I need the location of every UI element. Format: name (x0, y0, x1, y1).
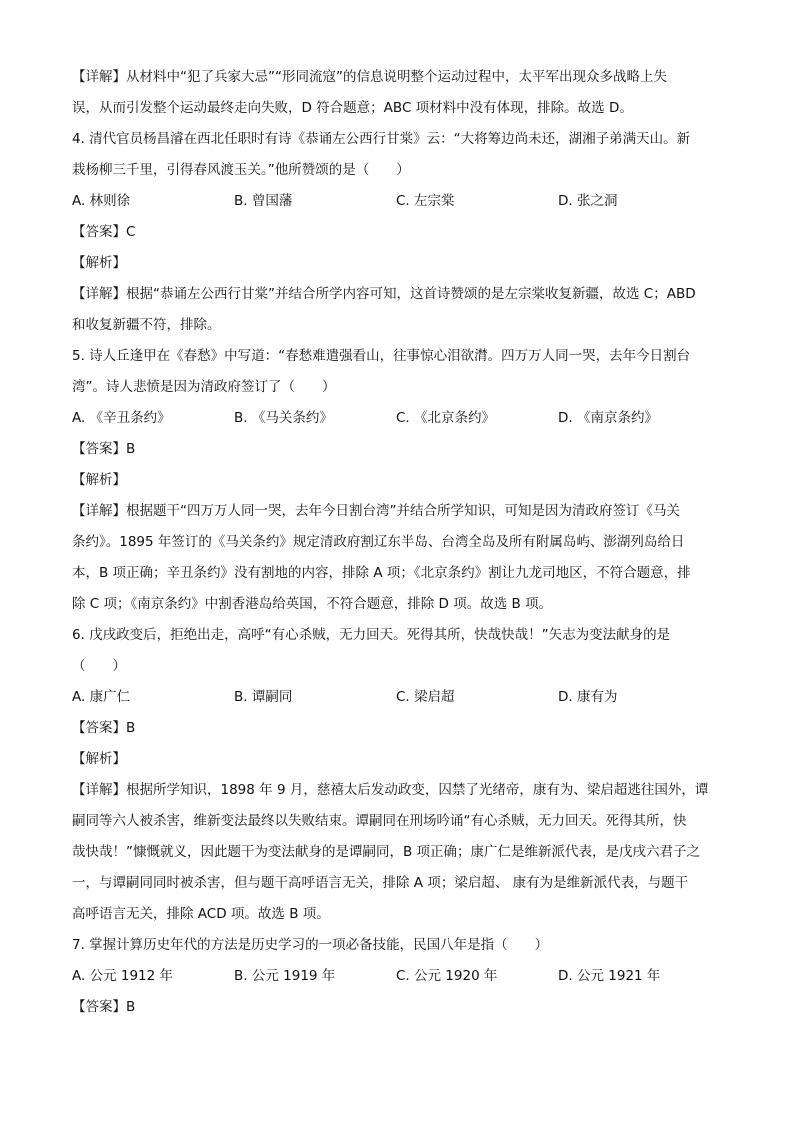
text-line: 【详解】根据所学知识，1898 年 9 月，慈禧太后发动政变，囚禁了光绪帝，康有为、梁启超逃往国外，谭 (72, 782, 709, 798)
answer-option: A. 公元 1912 年 (72, 968, 174, 984)
text-line: 哉快哉！”慷慨就义，因此题干为变法献身的是谭嗣同，B 项正确；康广仁是维新派代表，是戊戌六君子之 (72, 844, 701, 860)
text-line: 高呼语言无关，排除 ACD 项。故选 B 项。 (72, 906, 330, 922)
text-line: 栽杨柳三千里，引得春风渡玉关。”他所赞颂的是（ ） (72, 162, 410, 178)
text-line: 【答案】B (72, 720, 136, 736)
text-line: 湾”。诗人悲愤是因为清政府签订了（ ） (72, 379, 336, 395)
text-line: （ ） (72, 658, 126, 674)
answer-option: C. 公元 1920 年 (396, 968, 498, 984)
answer-options (72, 961, 724, 992)
text-line: 一，与谭嗣同同时被杀害，但与题干高呼语言无关，排除 A 项；梁启超、 康有为是维新派代表，与题干 (72, 875, 689, 891)
answer-options (72, 403, 724, 434)
answer-option: D. 《南京条约》 (558, 410, 658, 426)
answer-option: C. 左宗棠 (396, 193, 455, 209)
answer-options (72, 682, 724, 713)
text-line: 【解析】 (72, 255, 126, 271)
answer-option: C. 《北京条约》 (396, 410, 496, 426)
text-line: 【答案】B (72, 999, 136, 1015)
text-line: 4. 清代官员杨昌濬在西北任职时有诗《恭诵左公西行甘棠》云：“大将筹边尚未还，湖湘子弟满天山。新 (72, 131, 691, 147)
text-line: 条约》。1895 年签订的《马关条约》规定清政府割辽东半岛、台湾全岛及所有附属岛屿、澎湖列岛给日 (72, 534, 685, 550)
text-line: 6. 戊戌政变后，拒绝出走，高呼“有心杀贼，无力回天。死得其所，快哉快哉！”矢志为变法献身的是 (72, 627, 671, 643)
answer-option: B. 谭嗣同 (234, 689, 293, 705)
answer-option: A. 《辛丑条约》 (72, 410, 171, 426)
text-line: 【答案】C (72, 224, 136, 240)
text-line: 和收复新疆不符，排除。 (72, 317, 221, 333)
document-page (72, 62, 724, 1023)
text-line: 除 C 项；《南京条约》中割香港岛给英国，不符合题意，排除 D 项。故选 B 项。 (72, 596, 553, 612)
text-line: 【答案】B (72, 441, 136, 457)
answer-option: D. 张之洞 (558, 193, 618, 209)
answer-option: A. 康广仁 (72, 689, 131, 705)
answer-options (72, 186, 724, 217)
answer-option: D. 康有为 (558, 689, 618, 705)
text-line: 【详解】从材料中“犯了兵家大忌”“形同流寇”的信息说明整个运动过程中，太平军出现众多战略上失 (72, 69, 667, 85)
text-line: 【解析】 (72, 751, 126, 767)
answer-option: C. 梁启超 (396, 689, 455, 705)
answer-option: B. 曾国藩 (234, 193, 293, 209)
text-line: 【详解】根据题干“四万万人同一哭，去年今日割台湾”并结合所学知识，可知是因为清政府签订《马关 (72, 503, 680, 519)
text-line: 误，从而引发整个运动最终走向失败，D 符合题意；ABC 项材料中没有体现，排除。故选 D。 (72, 100, 633, 116)
text-line: 【解析】 (72, 472, 126, 488)
answer-option: A. 林则徐 (72, 193, 131, 209)
answer-option: B. 《马关条约》 (234, 410, 333, 426)
text-line: 嗣同等六人被杀害，维新变法最终以失败结束。谭嗣同在刑场吟诵“有心杀贼，无力回天。死得其所，快 (72, 813, 687, 829)
text-line: 【详解】根据“恭诵左公西行甘棠”并结合所学内容可知，这首诗赞颂的是左宗棠收复新疆，故选 C；ABD (72, 286, 696, 302)
answer-option: D. 公元 1921 年 (558, 968, 661, 984)
answer-option: B. 公元 1919 年 (234, 968, 336, 984)
text-line: 本，B 项正确；辛丑条约》没有割地的内容，排除 A 项；《北京条约》割让九龙司地区，不符合题意，排 (72, 565, 691, 581)
text-line: 7. 掌握计算历史年代的方法是历史学习的一项必备技能，民国八年是指（ ） (72, 937, 549, 953)
text-line: 5. 诗人丘逢甲在《春愁》中写道：“春愁难遣强看山，往事惊心泪欲潸。四万万人同一哭，去年今日割台 (72, 348, 691, 364)
